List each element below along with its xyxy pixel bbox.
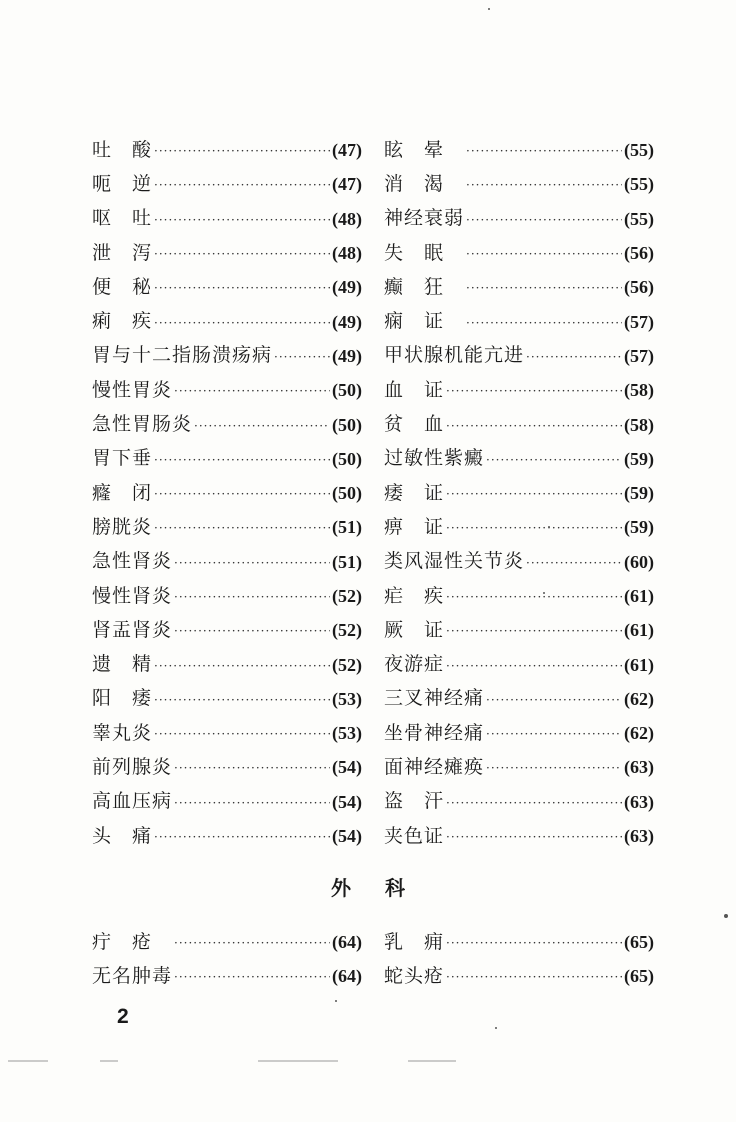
toc-leader-dots — [174, 971, 330, 983]
toc-entry — [92, 346, 362, 365]
toc-leader-dots — [154, 179, 330, 191]
toc-entry — [384, 275, 654, 298]
toc-entry-title: 血 证 — [384, 378, 445, 401]
toc-entry-title: 便 秘 — [92, 275, 153, 298]
toc-leader-dots — [466, 248, 622, 260]
toc-entry-page: (47) — [332, 174, 362, 195]
toc-entry-title: 甲状腺机能亢进 — [384, 344, 525, 367]
toc-entry — [384, 721, 654, 744]
toc-entry — [384, 346, 654, 365]
toc-leader-dots — [154, 831, 330, 843]
toc-entry-title: 面神经瘫痪 — [384, 755, 485, 778]
toc-leader-dots — [466, 145, 622, 157]
toc-leader-dots — [446, 971, 622, 983]
toc-entry-page: (51) — [332, 551, 362, 572]
toc-entry-title: 癃 闭 — [92, 481, 153, 504]
toc-entry — [92, 312, 362, 331]
toc-entry-page: (53) — [332, 723, 362, 744]
toc-entry — [384, 618, 654, 641]
toc-entry-title: 疔 疮 — [92, 930, 173, 953]
toc-entry — [92, 172, 362, 195]
toc-entry-page: (55) — [624, 140, 654, 161]
toc-entry — [384, 655, 654, 674]
toc-entry-page: (49) — [332, 311, 362, 332]
toc-entry-page: (48) — [332, 243, 362, 264]
toc-entry — [92, 792, 362, 811]
toc-entry — [92, 241, 362, 264]
toc-entry-page: (53) — [332, 688, 362, 709]
toc-row — [92, 339, 662, 373]
scan-speck — [724, 914, 728, 918]
toc-leader-dots — [174, 762, 330, 774]
toc-entry-page: (55) — [624, 208, 654, 229]
toc-leader-dots — [446, 488, 622, 500]
toc-entry — [92, 209, 362, 228]
toc-entry-title: 坐骨神经痛 — [384, 721, 485, 744]
toc-entry-page: (50) — [332, 380, 362, 401]
toc-row — [92, 270, 662, 304]
toc-entry — [92, 824, 362, 847]
toc-leader-dots — [154, 728, 330, 740]
toc-leader-dots — [526, 351, 622, 363]
toc-entry — [92, 755, 362, 778]
toc-entry-title: 吐 酸 — [92, 138, 153, 161]
toc-leader-dots — [486, 728, 622, 740]
toc-row — [92, 545, 662, 579]
toc-entry-title: 失 眠 — [384, 241, 465, 264]
toc-row — [92, 959, 662, 993]
toc-entry-title: 夹色证 — [384, 824, 445, 847]
toc-entry — [92, 721, 362, 744]
toc-leader-dots — [174, 591, 330, 603]
toc-row — [92, 647, 662, 681]
toc-leader-dots — [154, 214, 330, 226]
toc-entry-title: 痫 证 — [384, 310, 465, 333]
toc-leader-dots — [486, 454, 622, 466]
toc-entry — [92, 552, 362, 571]
toc-entry — [384, 209, 654, 228]
scan-smudge — [100, 1060, 118, 1062]
toc-entry-title: 痹 证 — [384, 515, 445, 538]
toc-entry — [384, 241, 654, 264]
toc-row — [92, 613, 662, 647]
toc-entry-page: (64) — [332, 966, 362, 987]
toc-entry-page: (58) — [624, 414, 654, 435]
toc-entry-title: 肾盂肾炎 — [92, 618, 173, 641]
toc-leader-dots — [446, 522, 622, 534]
toc-entry-page: (62) — [624, 688, 654, 709]
toc-leader-dots — [486, 694, 622, 706]
toc-leader-dots — [174, 937, 330, 949]
section-heading-surgery: 外科 — [331, 876, 439, 900]
toc-entry-page: (65) — [624, 932, 654, 953]
toc-entry-title: 头 痛 — [92, 824, 153, 847]
toc-entry-title: 痿 证 — [384, 481, 445, 504]
toc-entry-page: (56) — [624, 277, 654, 298]
toc-entry-page: (59) — [624, 483, 654, 504]
toc-entry-title: 乳 痈 — [384, 930, 445, 953]
toc-entry — [384, 481, 654, 504]
toc-entry — [92, 618, 362, 641]
toc-row — [92, 579, 662, 613]
toc-entry-title: 睾丸炎 — [92, 721, 153, 744]
toc-leader-dots — [446, 660, 622, 672]
toc-entry — [92, 584, 362, 607]
toc-entry-title: 眩 晕 — [384, 138, 465, 161]
toc-leader-dots — [446, 420, 622, 432]
toc-entry-title: 急性胃肠炎 — [92, 413, 193, 436]
toc-row — [92, 167, 662, 201]
toc-entry-title: 过敏性紫癜 — [384, 447, 485, 470]
toc-row — [92, 476, 662, 510]
toc-entry — [384, 584, 654, 607]
toc-row — [92, 925, 662, 959]
toc-leader-dots — [446, 937, 622, 949]
toc-row — [92, 442, 662, 476]
toc-leader-dots — [154, 488, 330, 500]
toc-entry — [384, 689, 654, 708]
toc-entry — [92, 481, 362, 504]
toc-row — [92, 682, 662, 716]
toc-entry — [384, 792, 654, 811]
toc-entry-title: 急性肾炎 — [92, 550, 173, 573]
scan-speck — [543, 592, 545, 594]
toc-entry — [92, 415, 362, 434]
scan-speck — [488, 8, 490, 10]
toc-leader-dots — [466, 317, 622, 329]
toc-entry-title: 痢 疾 — [92, 310, 153, 333]
toc-leader-dots — [446, 625, 622, 637]
toc-entry — [384, 552, 654, 571]
toc-row — [92, 202, 662, 236]
toc-entry-title: 前列腺炎 — [92, 755, 173, 778]
toc-entry-title: 盗 汗 — [384, 790, 445, 813]
page-number: 2 — [117, 1005, 129, 1028]
toc-entry — [92, 964, 362, 987]
toc-entry-page: (61) — [624, 586, 654, 606]
scan-smudge — [408, 1060, 456, 1062]
toc-entry-page: (58) — [624, 380, 654, 401]
toc-entry — [384, 449, 654, 468]
toc-entry — [384, 378, 654, 401]
toc-entry — [384, 755, 654, 778]
toc-entry-page: (54) — [332, 826, 362, 847]
toc-entry — [92, 689, 362, 708]
scan-smudge — [8, 1060, 48, 1062]
toc-leader-dots — [486, 762, 622, 774]
toc-entry-title: 癫 狂 — [384, 275, 465, 298]
toc-entry — [384, 824, 654, 847]
toc-leader-dots — [154, 145, 330, 157]
toc-entry-page: (50) — [332, 483, 362, 504]
toc-entry-page: (56) — [624, 243, 654, 264]
internal-medicine-toc — [92, 133, 662, 853]
toc-entry — [384, 312, 654, 331]
toc-entry-page: (57) — [624, 311, 654, 332]
toc-entry-page: (59) — [624, 448, 654, 469]
toc-entry-page: (52) — [332, 586, 362, 606]
toc-entry — [384, 964, 654, 987]
toc-entry-page: (50) — [332, 448, 362, 469]
toc-entry — [92, 449, 362, 468]
toc-leader-dots — [274, 351, 330, 363]
toc-row — [92, 785, 662, 819]
toc-leader-dots — [174, 385, 330, 397]
surgery-toc — [92, 925, 662, 994]
toc-entry-title: 呕 吐 — [92, 207, 153, 230]
toc-entry-title: 三叉神经痛 — [384, 687, 485, 710]
toc-leader-dots — [446, 591, 622, 603]
toc-leader-dots — [154, 694, 330, 706]
toc-leader-dots — [154, 522, 330, 534]
toc-entry — [384, 172, 654, 195]
toc-entry — [92, 930, 362, 953]
toc-entry-page: (52) — [332, 620, 362, 641]
toc-leader-dots — [174, 557, 330, 569]
toc-entry-title: 遗 精 — [92, 653, 153, 676]
toc-entry-page: (64) — [332, 932, 362, 953]
toc-entry — [384, 138, 654, 161]
toc-entry-page: (63) — [624, 826, 654, 847]
toc-leader-dots — [154, 454, 330, 466]
toc-entry-title: 泄 泻 — [92, 241, 153, 264]
toc-row — [92, 510, 662, 544]
toc-row — [92, 236, 662, 270]
toc-entry — [92, 378, 362, 401]
toc-entry-page: (55) — [624, 174, 654, 195]
toc-entry-title: 慢性胃炎 — [92, 378, 173, 401]
toc-entry-page: (47) — [332, 140, 362, 161]
scan-smudge — [258, 1060, 338, 1062]
toc-row — [92, 304, 662, 338]
toc-entry — [92, 655, 362, 674]
toc-entry — [92, 275, 362, 298]
toc-entry-title: 无名肿毒 — [92, 964, 173, 987]
toc-leader-dots — [446, 831, 622, 843]
toc-row — [92, 716, 662, 750]
toc-entry-page: (63) — [624, 757, 654, 778]
toc-entry-title: 贫 血 — [384, 413, 445, 436]
toc-entry-title: 高血压病 — [92, 790, 173, 813]
toc-leader-dots — [466, 214, 622, 226]
toc-leader-dots — [526, 557, 622, 569]
toc-entry-page: (61) — [624, 620, 654, 641]
toc-entry-page: (52) — [332, 654, 362, 675]
toc-row — [92, 750, 662, 784]
toc-leader-dots — [446, 797, 622, 809]
toc-entry-page: (65) — [624, 966, 654, 987]
toc-entry — [384, 515, 654, 538]
toc-entry-page: (63) — [624, 791, 654, 812]
toc-entry-title: 类风湿性关节炎 — [384, 550, 525, 573]
toc-entry — [384, 415, 654, 434]
toc-entry-title: 夜游症 — [384, 653, 445, 676]
scan-speck — [548, 526, 550, 528]
toc-leader-dots — [154, 660, 330, 672]
toc-entry — [92, 515, 362, 538]
toc-leader-dots — [154, 282, 330, 294]
toc-entry-page: (61) — [624, 654, 654, 675]
toc-entry-title: 蛇头疮 — [384, 964, 445, 987]
toc-entry-page: (59) — [624, 517, 654, 538]
scan-speck — [495, 1027, 497, 1029]
toc-leader-dots — [466, 282, 622, 294]
toc-leader-dots — [154, 248, 330, 260]
toc-entry-title: 疟 疾 — [384, 584, 445, 607]
toc-row — [92, 373, 662, 407]
toc-entry — [92, 138, 362, 161]
toc-leader-dots — [174, 797, 330, 809]
toc-row — [92, 133, 662, 167]
toc-leader-dots — [466, 179, 622, 191]
scan-speck — [335, 1000, 337, 1002]
toc-row — [92, 407, 662, 441]
toc-entry-page: (49) — [332, 345, 362, 366]
toc-leader-dots — [154, 317, 330, 329]
toc-entry-title: 慢性肾炎 — [92, 584, 173, 607]
toc-entry-title: 神经衰弱 — [384, 207, 465, 230]
toc-entry — [384, 930, 654, 953]
toc-entry-title: 胃与十二指肠溃疡病 — [92, 344, 273, 367]
toc-entry-page: (50) — [332, 414, 362, 435]
toc-leader-dots — [194, 420, 330, 432]
toc-row — [92, 819, 662, 853]
toc-entry-page: (54) — [332, 757, 362, 778]
toc-entry-page: (49) — [332, 277, 362, 298]
toc-entry-title: 消 渴 — [384, 172, 465, 195]
toc-entry-page: (54) — [332, 791, 362, 812]
toc-entry-title: 膀胱炎 — [92, 515, 153, 538]
toc-entry-page: (48) — [332, 208, 362, 229]
toc-entry-title: 胃下垂 — [92, 447, 153, 470]
toc-entry-page: (51) — [332, 517, 362, 538]
toc-entry-title: 阳 痿 — [92, 687, 153, 710]
toc-entry-title: 厥 证 — [384, 618, 445, 641]
toc-entry-page: (62) — [624, 723, 654, 744]
toc-leader-dots — [446, 385, 622, 397]
toc-entry-page: (57) — [624, 345, 654, 366]
toc-entry-title: 呃 逆 — [92, 172, 153, 195]
toc-entry-page: (60) — [624, 551, 654, 572]
toc-leader-dots — [174, 625, 330, 637]
